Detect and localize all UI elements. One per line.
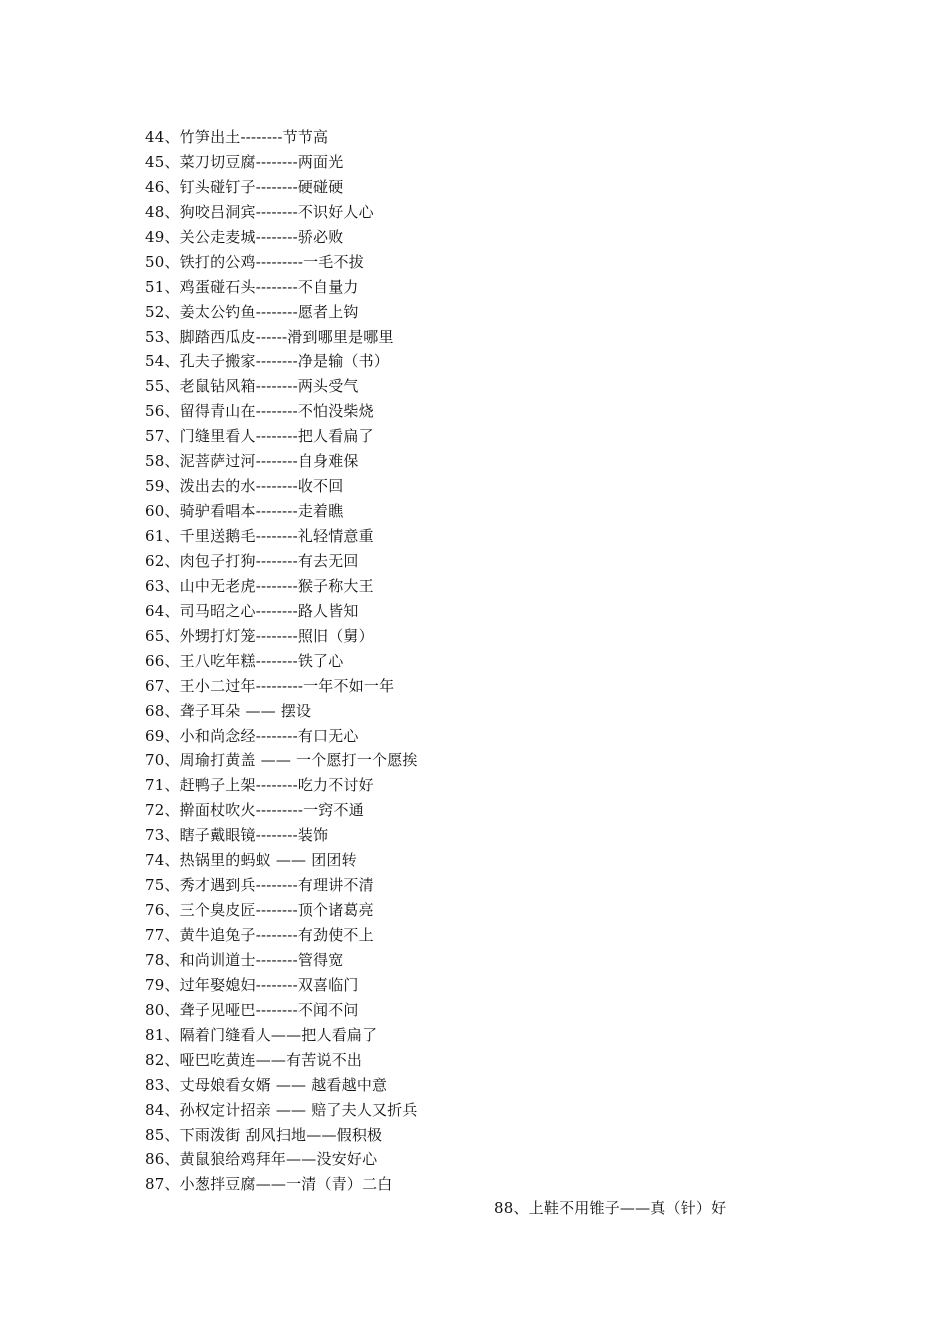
proverb-line: 66、王八吃年糕--------铁了心 xyxy=(145,651,344,670)
proverb-line: 67、王小二过年---------一年不如一年 xyxy=(145,676,395,695)
proverb-line: 46、钉头碰钉子--------硬碰硬 xyxy=(145,177,344,196)
proverb-line: 65、外甥打灯笼--------照旧（舅） xyxy=(145,626,374,645)
proverb-line: 56、留得青山在--------不怕没柴烧 xyxy=(145,402,374,421)
proverb-line: 55、老鼠钻风箱--------两头受气 xyxy=(145,377,359,396)
proverb-line: 48、狗咬吕洞宾--------不识好人心 xyxy=(145,202,374,221)
proverb-line: 63、山中无老虎--------猴子称大王 xyxy=(145,576,374,595)
proverb-line: 79、过年娶媳妇--------双喜临门 xyxy=(145,975,359,994)
proverb-line: 83、丈母娘看女婿 —— 越看越中意 xyxy=(145,1075,388,1094)
proverb-line: 61、千里送鹅毛--------礼轻情意重 xyxy=(145,527,374,545)
proverb-line: 68、聋子耳朵 —— 摆设 xyxy=(145,701,312,720)
proverb-line: 87、小葱拌豆腐——一清（青）二白 xyxy=(145,1175,393,1194)
proverb-line: 49、关公走麦城--------骄必败 xyxy=(145,227,344,246)
proverb-line: 77、黄牛追兔子--------有劲使不上 xyxy=(145,926,374,944)
proverb-line-88: 88、上鞋不用锥子——真（针）好 xyxy=(494,1199,727,1217)
proverb-line: 72、擀面杖吹火---------一窍不通 xyxy=(145,801,364,820)
proverb-line: 85、下雨泼街 刮风扫地——假积极 xyxy=(145,1125,383,1144)
proverb-list xyxy=(145,125,418,1197)
proverb-line: 54、孔夫子搬家--------净是输（书） xyxy=(145,352,390,371)
proverb-line: 75、秀才遇到兵--------有理讲不清 xyxy=(145,876,374,895)
proverb-line: 59、泼出去的水--------收不回 xyxy=(145,477,344,496)
proverb-line: 62、肉包子打狗--------有去无回 xyxy=(145,551,359,570)
proverb-line: 84、孙权定计招亲 —— 赔了夫人又折兵 xyxy=(145,1100,418,1119)
proverb-line: 60、骑驴看唱本--------走着瞧 xyxy=(145,502,344,521)
proverb-line: 69、小和尚念经--------有口无心 xyxy=(145,726,359,745)
proverb-line: 78、和尚训道士--------管得宽 xyxy=(145,950,344,969)
proverb-line: 50、铁打的公鸡---------一毛不拔 xyxy=(145,252,364,271)
proverb-line: 44、竹笋出土--------节节高 xyxy=(145,128,329,146)
proverb-line: 82、哑巴吃黄连——有苦说不出 xyxy=(145,1050,363,1069)
proverb-line: 51、鸡蛋碰石头--------不自量力 xyxy=(145,277,359,296)
proverb-line: 64、司马昭之心--------路人皆知 xyxy=(145,601,359,620)
proverb-line: 73、瞎子戴眼镜--------装饰 xyxy=(145,826,329,845)
proverb-line: 74、热锅里的蚂蚁 —— 团团转 xyxy=(145,851,357,870)
proverb-line: 58、泥菩萨过河--------自身难保 xyxy=(145,452,359,471)
proverb-line: 57、门缝里看人--------把人看扁了 xyxy=(145,427,374,446)
proverb-line: 76、三个臭皮匠--------顶个诸葛亮 xyxy=(145,901,374,920)
proverb-line: 53、脚踏西瓜皮------滑到哪里是哪里 xyxy=(145,327,394,346)
proverb-line: 52、姜太公钓鱼--------愿者上钩 xyxy=(145,302,359,321)
proverb-line: 80、聋子见哑巴--------不闻不问 xyxy=(145,1000,359,1019)
proverb-line: 71、赶鸭子上架--------吃力不讨好 xyxy=(145,776,374,795)
proverb-line: 45、菜刀切豆腐--------两面光 xyxy=(145,152,344,171)
proverb-line: 86、黄鼠狼给鸡拜年——没安好心 xyxy=(145,1150,378,1169)
proverb-line: 70、周瑜打黄盖 —— 一个愿打一个愿挨 xyxy=(145,751,418,770)
proverb-line: 81、隔着门缝看人——把人看扁了 xyxy=(145,1025,378,1044)
